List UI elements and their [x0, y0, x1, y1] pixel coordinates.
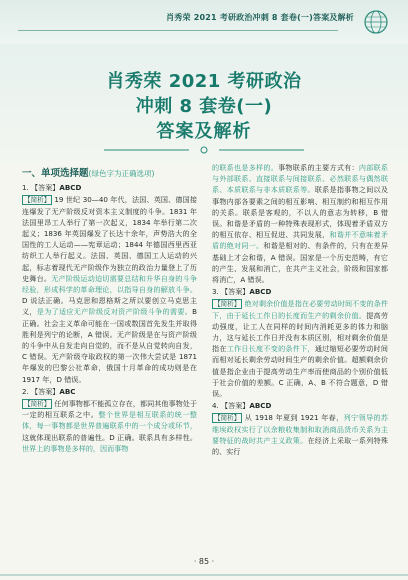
- q4-answer: 4. 【答案】ABCD: [212, 401, 272, 411]
- header-rule: [18, 30, 338, 31]
- analysis-tag: 【简析】: [214, 414, 241, 423]
- section-label: 一、单项选择题: [22, 168, 89, 179]
- answer-label: 【答案】: [31, 386, 60, 396]
- answer-label: 【答案】: [221, 401, 250, 411]
- globe-icon: [362, 8, 390, 36]
- q2-text-2: 这就体现出联系的普遍性。D 正确。联系具有多样性。: [22, 432, 197, 442]
- q2-cont-text-2: 联系是指事物之间以及事物内部各要素之间的相互影响、相互制约和相互作用的关系。联系是客观的，不以人的意志为转移，B 错误。和谐是矛盾的一种特殊表现形式，体现着矛盾双方的相互依存、相互促进、共同发展，: [212, 185, 388, 240]
- q1-highlight-2: 是为了适应无产阶级反对资产阶级斗争的需要。: [36, 307, 193, 317]
- q1-mid: D 说法正确。马克思和恩格斯之所以要创立马克思主义，: [22, 296, 197, 317]
- q2-cont-highlight-2: 内部联系与外部联系、直接联系与间接联系、必然联系与偶然联系、本质联系与非本质联系等。: [212, 163, 388, 195]
- doc-title-line1: 肖秀荣 2021 考研政治: [106, 71, 302, 92]
- q2-analysis: [22, 398, 197, 454]
- section-heading: [22, 168, 197, 179]
- q3-analysis: [212, 298, 388, 399]
- q4-text-1: 从 1918 年夏到 1921 年春，: [244, 413, 344, 423]
- q4-highlight-1: 列宁领导的苏维埃政权实行了以余粮收集制和取消商品货币关系为主要特征的战时共产主义政策。: [212, 413, 388, 445]
- q2-cont-highlight: 的联系也是多样的。: [212, 163, 279, 172]
- q4-analysis: [212, 412, 388, 457]
- q2-highlight-2: 世界上的事物是多样的，因而事物: [22, 443, 129, 453]
- q2-cont-text-3: 和谐是相对的、有条件的，只有在差异基础上才会和谐，A 错误。国家是一个历史范畴，有它的产生、发展和消亡，在共产主义社会，阶级和国家都将消亡，A 错误。: [212, 241, 388, 285]
- q3-answer-value: ABCD: [249, 287, 272, 297]
- q1-analysis: [22, 194, 197, 384]
- q2-cont-highlight-3: 和谐并不意味着矛盾的绝对同一。: [212, 230, 388, 251]
- q3-text-2: 通过缩短必要劳动时间而相对延长剩余劳动时间生产的剩余价值。超额剩余价值是指企业由于提高劳动生产率而使商品的个别价值低于社会价值的差额。C 正确，A、B 不符合题意，D 错误。: [212, 344, 388, 399]
- q4-text-2: 在经济上采取一系列特殊的、实行: [212, 435, 388, 457]
- analysis-tag: 【简析】: [24, 400, 51, 409]
- running-header: 肖秀荣 2021 考研政治冲刺 8 套卷(一)答案及解析: [166, 13, 354, 22]
- right-column: [212, 162, 388, 458]
- q1-tail: B 正确。社会主义革命可能在一国或数国首先发生并取得胜利是列宁的论断，A 错误。无产阶级是在与资产阶级的斗争中从自发走向自觉的，而不是从自觉转向自发，C 错误。无产阶级夺取政权的第一次伟大尝试是 1871 年爆发的巴黎公社革命，俄国十月革命的成功则是在 1917 年，D 错误。: [22, 307, 198, 384]
- q2-highlight-1: 整个世界是相互联系的统一整体，每一事物都是世界普遍联系中的一个成分或环节，: [22, 410, 198, 431]
- q1-answer-value: ABCD: [59, 183, 82, 193]
- analysis-tag: 【简析】: [214, 300, 241, 309]
- doc-title-line3: 答案及解析: [156, 121, 252, 142]
- left-column: [22, 162, 197, 455]
- page-number: · 85 ·: [193, 557, 215, 566]
- q2-continued: [212, 162, 388, 285]
- answer-label: 【答案】: [31, 183, 60, 193]
- title-ornament: [104, 145, 304, 155]
- q2-answer: 2. 【答案】ABC: [22, 386, 76, 396]
- q3-highlight-2: 工作日长度不变的条件下，: [226, 344, 315, 354]
- answer-label: 【答案】: [221, 287, 250, 297]
- q4-answer-value: ABCD: [249, 401, 272, 411]
- doc-title-line2: 冲刺 8 套卷(一): [135, 96, 273, 117]
- q1-highlight-1: 无产阶级运动迫切需要总结和升华自身的斗争经验，形成科学的革命理论，以指导自身的解放斗争。: [22, 273, 198, 295]
- q2-cont-text-1: 事物联系的主要方式有：: [278, 163, 359, 172]
- footer-strip: [0, 574, 408, 576]
- q1-text: 19 世纪 30—40 年代，法国、英国、德国接连爆发了无产阶级反对资本主义制度的斗争。1831 年法国里昂工人举行了第一次起义，1834 年举行第二次起义；1836 年英国爆发了长达十余年，声势浩大的全国性的工人运动——宪章运动；1844 年德国西里西亚纺织工人举行起义。法国、英国、德国工人运动的兴起，标志着现代无产阶级作为独立的政治力量登上了历史舞台。: [22, 195, 197, 283]
- q3-highlight-1: 绝对剩余价值是指在必要劳动时间不变的条件下，由于延长工作日的长度而生产的剩余价值。: [212, 299, 388, 320]
- q3-answer: 3. 【答案】ABCD: [212, 287, 272, 297]
- q2-answer-value: ABC: [59, 386, 76, 396]
- section-note: (绿色字为正确选项): [88, 169, 155, 178]
- q1-answer: 1. 【答案】ABCD: [22, 183, 82, 193]
- q2-text-1: 任何事物都不能孤立存在，都同其他事物处于一定的相互联系之中。: [22, 399, 197, 420]
- top-banner: [0, 0, 408, 45]
- q3-text-1: 提高劳动强度，让工人在同样的时间内消耗更多的体力和脑力，这与延长工作日并没有本质区别，相对剩余价值是指在: [212, 310, 388, 354]
- analysis-tag: 【简析】: [24, 196, 51, 205]
